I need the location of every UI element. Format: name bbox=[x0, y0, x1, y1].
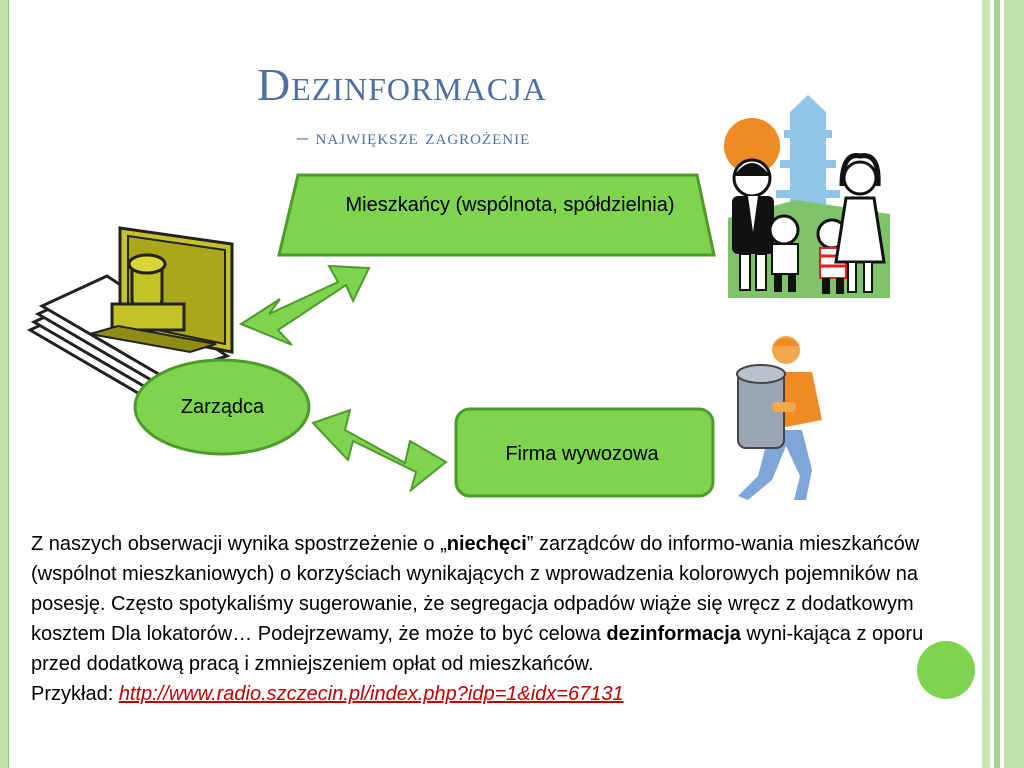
manager-label: Zarządca bbox=[180, 396, 265, 418]
example-label: Przykład: bbox=[31, 683, 119, 705]
body-paragraph bbox=[31, 529, 951, 709]
arrow-manager-residents bbox=[241, 266, 369, 345]
body-text-c: wyni-kająca z oporu przed dodatkową pracą i zmniejszeniem opłat od mieszkańców. bbox=[31, 623, 924, 675]
company-label: Firma wywozowa bbox=[505, 443, 659, 465]
observation-text bbox=[31, 529, 951, 679]
slide-title: Dezinformacja bbox=[257, 59, 547, 110]
slide-subtitle: – największe zagrożenie bbox=[297, 124, 531, 149]
worker-with-bin-icon bbox=[737, 336, 822, 500]
decorative-circle bbox=[917, 641, 975, 699]
example-link[interactable]: http://www.radio.szczecin.pl/index.php?idp=1&idx=67131 bbox=[118, 683, 624, 705]
body-text-a: Z naszych obserwacji wynika spostrzeżenie o „ bbox=[31, 533, 447, 555]
example-line bbox=[31, 679, 951, 709]
arrow-manager-company bbox=[313, 410, 446, 490]
body-text-b: ” zarządców do informo-wania mieszkańców (wspólnot mieszkaniowych) o korzyściach wynikających z wprowadzenia kolorowych pojemników na posesję. Często spotykaliśmy sugerowanie, że segregacja odpadów wiąże się wręcz z dodatkowym kosztem Dla lokatorów… Podejrzewamy, że może to być celowa bbox=[31, 533, 920, 645]
body-bold-disinformation: dezinformacja bbox=[606, 623, 741, 645]
body-bold-reluctance: niechęci bbox=[446, 533, 527, 555]
residents-label: Mieszkańcy (wspólnota, spółdzielnia) bbox=[345, 194, 675, 216]
family-icon bbox=[724, 95, 890, 298]
